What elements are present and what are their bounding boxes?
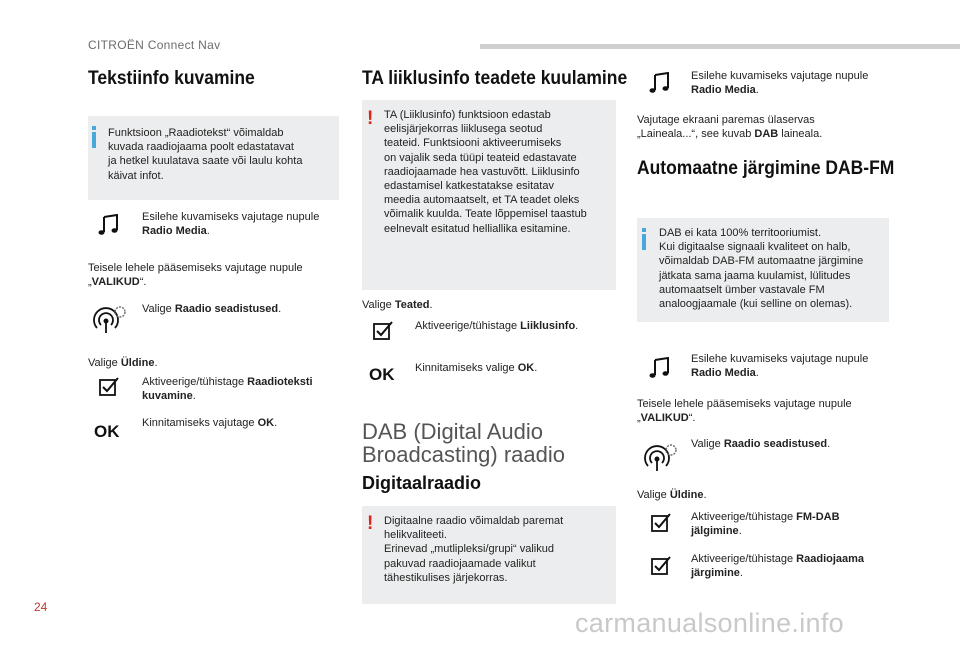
checkbox-icon	[372, 320, 394, 342]
subheading-digitaalraadio: Digitaalraadio	[362, 473, 482, 493]
warning-box-dab	[362, 506, 616, 604]
info-icon	[642, 228, 646, 232]
step-ok: Kinnitamiseks valige OK.	[415, 362, 538, 374]
step-ok: Kinnitamiseks vajutage OK.	[142, 417, 278, 429]
paragraph-valikud-2: Teisele lehele pääsemiseks vajutage nupule „VALIKUD“.	[637, 398, 852, 425]
paragraph-valikud: Teisele lehele pääsemiseks vajutage nupule „VALIKUD“.	[88, 262, 303, 289]
ok-label: OK	[94, 422, 120, 441]
info-text: Funktsioon „Raadiotekst“ võimaldab kuvada raadiojaama poolt edastatavat ja hetkel kuulatava saate või laulu kohta käivat infot.	[108, 127, 303, 182]
section-heading-dab-fm: Automaatne järgimine DAB-FM	[637, 158, 895, 179]
radio-settings-icon	[643, 442, 679, 472]
step-liiklusinfo: Aktiveerige/tühistage Liiklusinfo.	[415, 320, 579, 332]
info-bar	[642, 234, 646, 250]
header-bar	[480, 44, 960, 49]
step-raadioteksti: Aktiveerige/tühistage Raadioteksti kuvamine.	[142, 376, 313, 403]
info-box	[88, 116, 339, 200]
music-note-icon	[97, 214, 121, 236]
checkbox-icon	[98, 376, 120, 398]
running-header: CITROËN Connect Nav	[88, 38, 221, 52]
paragraph-teated: Valige Teated.	[362, 299, 433, 311]
paragraph-laineala: Vajutage ekraani paremas ülaservas „Laineala...“, see kuvab DAB laineala.	[637, 114, 823, 141]
page-number: 24	[34, 600, 48, 614]
step-radio-media: Esilehe kuvamiseks vajutage nupule Radio Media.	[142, 211, 320, 238]
step-raadiojaama: Aktiveerige/tühistage Raadiojaama järgimine.	[691, 553, 865, 580]
radio-settings-icon	[92, 304, 128, 334]
checkbox-icon	[650, 512, 672, 534]
step-radio-media-2: Esilehe kuvamiseks vajutage nupule Radio Media.	[691, 353, 869, 380]
checkbox-icon	[650, 555, 672, 577]
info-box-dab	[637, 218, 889, 322]
step-radio-media: Esilehe kuvamiseks vajutage nupule Radio Media.	[691, 70, 869, 97]
music-note-icon	[648, 357, 672, 379]
warning-text-dab: Digitaalne raadio võimaldab paremat helikvaliteeti. Erinevad „mutlipleksi/grupi“ valikud pakuvad raadiojaamade valikut tähestikulises järjekorras.	[384, 515, 564, 584]
info-icon	[92, 126, 96, 130]
step-raadio-seadistused: Valige Raadio seadistused.	[142, 303, 282, 315]
section-heading-ta: TA liiklusinfo teadete kuulamine	[362, 68, 628, 89]
warning-icon: !	[367, 108, 374, 129]
info-text-dab: DAB ei kata 100% territooriumist. Kui digitaalse signaali kvaliteet on halb, võimaldab DAB-FM automaatne järgimine jätkata sama jaama kuulamist, lülitudes automaatselt ümber vastavale FM analoogjaamale (kui selline on olemas).	[659, 227, 864, 311]
music-note-icon	[648, 72, 672, 94]
info-bar	[92, 132, 96, 148]
paragraph-uldine-2: Valige Üldine.	[637, 489, 707, 501]
step-fm-dab: Aktiveerige/tühistage FM-DAB jälgimine.	[691, 511, 840, 538]
section-heading-tekstiinfo: Tekstiinfo kuvamine	[88, 68, 255, 89]
watermark: carmanualsonline.info	[575, 608, 844, 638]
warning-box	[362, 100, 616, 290]
ok-label: OK	[369, 365, 395, 384]
warning-icon: !	[367, 513, 374, 534]
dab-title: DAB (Digital Audio Broadcasting) raadio	[362, 419, 566, 467]
step-raadio-seadistused-2: Valige Raadio seadistused.	[691, 438, 831, 450]
paragraph-uldine: Valige Üldine.	[88, 357, 158, 369]
warning-text: TA (Liiklusinfo) funktsioon edastab eelisjärjekorras liiklusega seotud teateid. Funktsiooni aktiveerumiseks on vajalik seda tüüpi teateid edastavate raadiojaamade hea vastuvõtt. Liiklusinfo edastamisel katkestatakse esitatav meedia automaatselt, et TA teadet oleks võimalik kuulda. Teate lõppemisel taastub eelnevalt esitatud helliallika esitamine.	[384, 109, 587, 235]
